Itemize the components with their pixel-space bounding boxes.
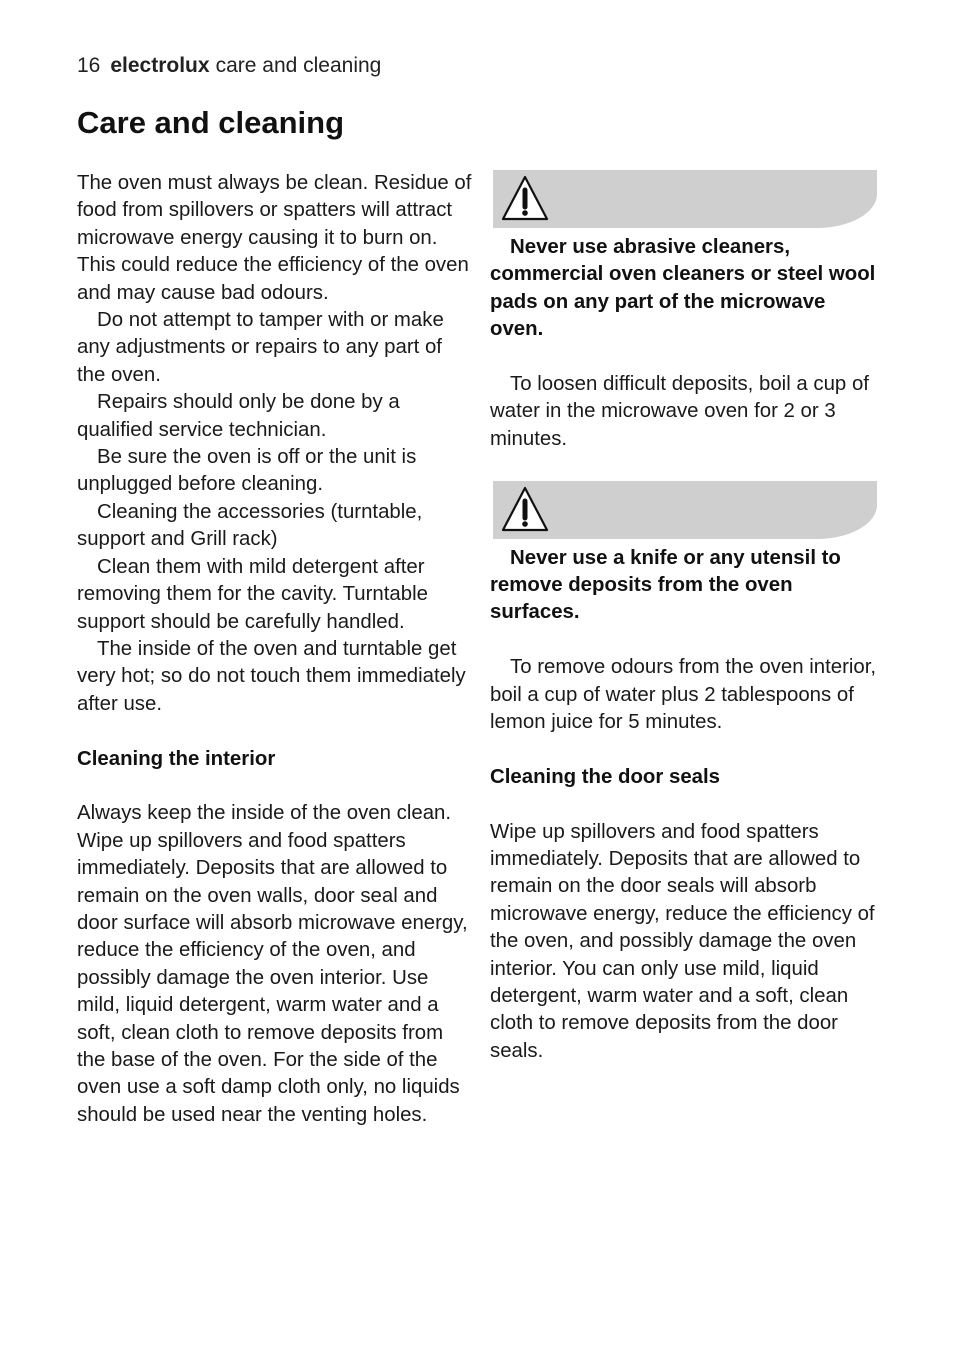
tip-paragraph: To loosen difficult deposits, boil a cup of water in the microwave oven for 2 or 3 minutes. [490,373,869,450]
spacer [77,773,473,800]
intro-paragraph: Clean them with mild detergent after removing them for the cavity. Turntable support should be carefully handled. [77,555,428,633]
page-title: Care and cleaning [77,105,345,140]
spacer [490,453,880,480]
left-column [77,170,473,1129]
tip-paragraph: To remove odours from the oven interior, boil a cup of water plus 2 tablespoons of lemon juice for 5 minutes. [490,656,877,734]
door-seals-heading: Cleaning the door seals [490,765,721,788]
spacer [490,627,880,654]
spacer [490,791,880,818]
intro-paragraph: Cleaning the accessories (turntable, support and Grill rack) [77,500,423,551]
intro-paragraph: Do not attempt to tamper with or make any adjustments or repairs to any part of the oven. [77,309,444,386]
door-seals-paragraph: Wipe up spillovers and food spatters immediately. Deposits that are allowed to remain on the door seals will absorb microwave energy, reduce the efficiency of the oven, and possibly damage the oven interior. You can only use mild, liquid detergent, warm water and a soft, clean cloth to remove deposits from the door seals. [490,820,875,1062]
spacer [490,736,880,763]
right-column [490,170,880,1065]
spacer [490,344,880,371]
section-name: care and cleaning [215,54,382,77]
intro-paragraph: The oven must always be clean. Residue of food from spillovers or spatters will attract microwave energy causing it to burn on. This could reduce the efficiency of the oven and may cause bad odours. [77,172,472,304]
intro-paragraph: Repairs should only be done by a qualified service technician. [77,391,400,441]
warning-banner [493,481,877,539]
warning-text: Never use abrasive cleaners, commercial oven cleaners or steel wool pads on any part of the microwave oven. [490,236,876,341]
warning-triangle-icon [500,173,550,223]
warning-text: Never use a knife or any utensil to remove deposits from the oven surfaces. [490,546,841,624]
running-header [77,53,381,79]
intro-paragraph: The inside of the oven and turntable get very hot; so do not touch them immediately after use. [77,637,466,715]
warning-triangle-icon [500,484,550,534]
page-number: 16 [77,54,101,77]
intro-paragraph: Be sure the oven is off or the unit is unplugged before cleaning. [77,446,417,496]
brand-name: electrolux [110,54,210,77]
warning-banner [493,170,877,228]
interior-heading: Cleaning the interior [77,747,276,770]
spacer [77,718,473,745]
interior-paragraph: Always keep the inside of the oven clean. Wipe up spillovers and food spatters immediately. Deposits that are allowed to remain on the oven walls, door seal and door surface will absorb microwave energy, reduce the efficiency of the oven, and possibly damage the oven interior. Use mild, liquid detergent, warm water and a soft, clean cloth to remove deposits from the base of the oven. For the side of the oven use a soft damp cloth only, no liquids should be used near the venting holes. [77,802,468,1126]
